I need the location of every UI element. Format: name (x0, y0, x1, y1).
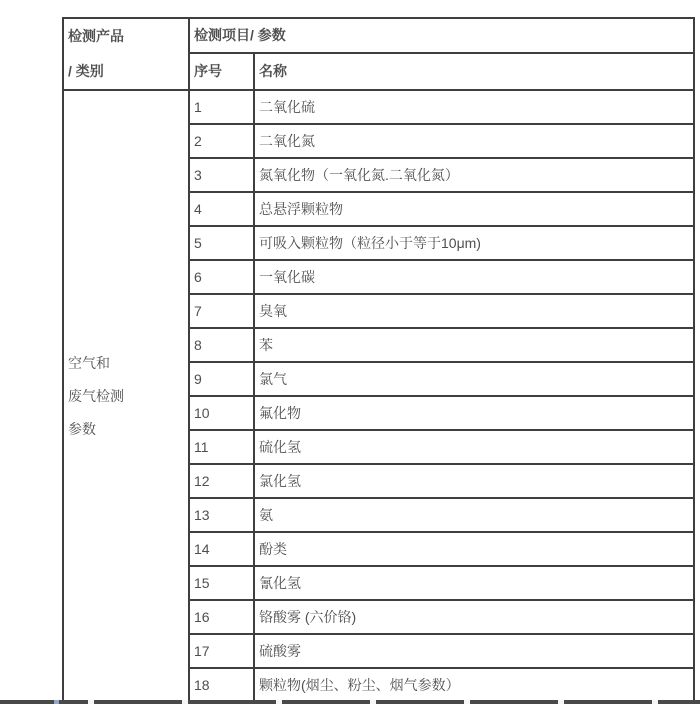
row-index: 15 (189, 566, 254, 600)
category-line1: 空气和 (68, 354, 110, 371)
row-index: 14 (189, 532, 254, 566)
category-merged-cell (63, 90, 189, 702)
row-name: 苯 (254, 328, 694, 362)
row-name: 可吸入颗粒物（粒径小于等于10μm) (254, 226, 694, 260)
cropped-blue-mark (54, 700, 59, 704)
row-name: 氨 (254, 498, 694, 532)
row-index: 7 (189, 294, 254, 328)
row-name: 氰化氢 (254, 566, 694, 600)
items-header-cell: 检测项目/ 参数 (189, 18, 694, 53)
row-index: 8 (189, 328, 254, 362)
row-index: 13 (189, 498, 254, 532)
index-column-header: 序号 (189, 53, 254, 90)
row-index: 4 (189, 192, 254, 226)
row-name: 臭氧 (254, 294, 694, 328)
category-header-cell (63, 18, 189, 90)
row-index: 3 (189, 158, 254, 192)
row-name: 氮氧化物（一氧化氮.二氧化氮） (254, 158, 694, 192)
row-name: 酚类 (254, 532, 694, 566)
row-name: 硫酸雾 (254, 634, 694, 668)
row-index: 2 (189, 124, 254, 158)
row-name: 颗粒物(烟尘、粉尘、烟气参数） (254, 668, 694, 702)
row-index: 11 (189, 430, 254, 464)
row-name: 一氧化碳 (254, 260, 694, 294)
category-line3: 参数 (68, 420, 96, 437)
row-name: 二氧化氮 (254, 124, 694, 158)
category-line2: 废气检测 (68, 387, 124, 404)
table-row (63, 90, 694, 124)
row-index: 1 (189, 90, 254, 124)
row-index: 17 (189, 634, 254, 668)
category-header-line2: / 类别 (68, 63, 104, 79)
category-header-line1: 检测产品 (68, 28, 124, 44)
row-name: 氯化氢 (254, 464, 694, 498)
row-index: 16 (189, 600, 254, 634)
row-name: 硫化氢 (254, 430, 694, 464)
row-index: 12 (189, 464, 254, 498)
row-index: 18 (189, 668, 254, 702)
header-row-1 (63, 18, 694, 53)
document-sheet (62, 17, 695, 703)
detection-parameters-table (62, 17, 695, 703)
row-index: 9 (189, 362, 254, 396)
row-name: 二氧化硫 (254, 90, 694, 124)
row-index: 6 (189, 260, 254, 294)
row-name: 氟化物 (254, 396, 694, 430)
cropped-next-row-remnant (0, 700, 700, 704)
row-index: 5 (189, 226, 254, 260)
row-name: 铬酸雾 (六价铬) (254, 600, 694, 634)
row-index: 10 (189, 396, 254, 430)
row-name: 总悬浮颗粒物 (254, 192, 694, 226)
name-column-header: 名称 (254, 53, 694, 90)
row-name: 氯气 (254, 362, 694, 396)
